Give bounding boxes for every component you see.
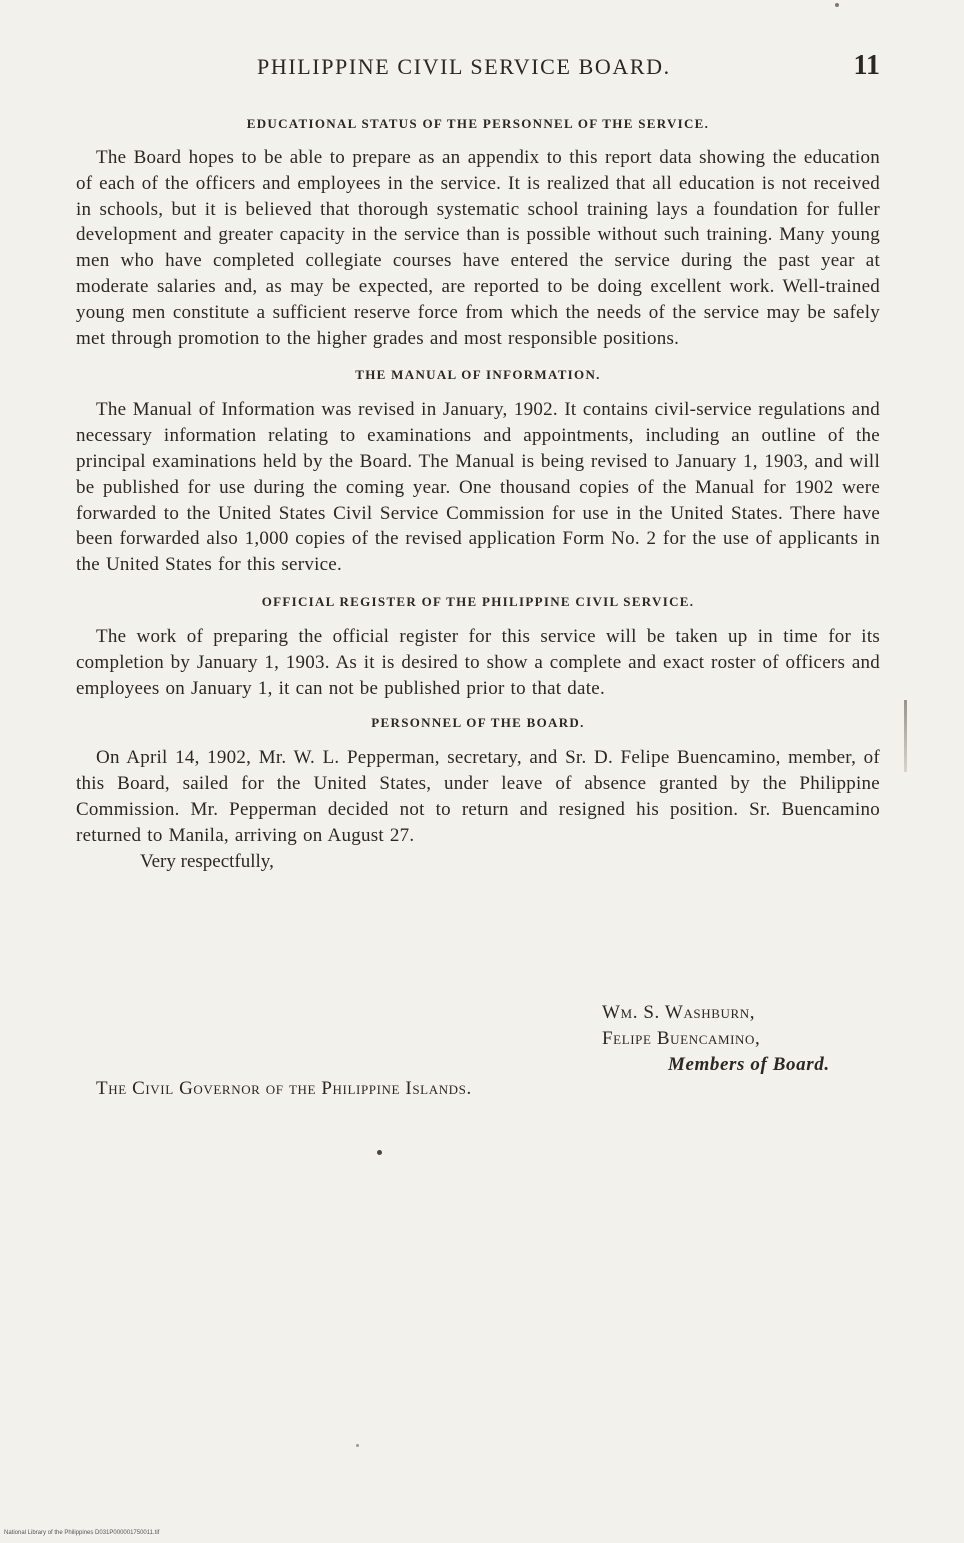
print-speck (377, 1150, 382, 1155)
running-title: PHILIPPINE CIVIL SERVICE BOARD. (257, 54, 671, 79)
report-body (76, 116, 880, 875)
signature-block (602, 1000, 830, 1078)
running-head (0, 50, 964, 86)
print-speck (356, 1444, 359, 1447)
closing-salutation: Very respectfully, (140, 850, 274, 872)
scan-footer-note: National Library of the Philippines D031P000001750011.tif (4, 1530, 160, 1536)
section-paragraph-personnel-of-board: On April 14, 1902, Mr. W. L. Pepperman, secretary, and Sr. D. Felipe Buencamino, member, of this Board, sailed for the United States, under leave of absence granted by the Philippine Commission. Mr. Pepperman decided not to return and resigned his position. Sr. Buencamino returned to Manila, arriving on August 27. (76, 747, 880, 846)
page-edge-shadow (904, 700, 907, 772)
signatory-buencamino: Felipe Buencamino, (602, 1028, 761, 1049)
section-heading-personnel-of-board: PERSONNEL OF THE BOARD. (371, 715, 585, 731)
section-paragraph-educational-status: The Board hopes to be able to prepare as an appendix to this report data showing the education of each of the officers and employees in the service. It is realized that all education is not received in schools, but it is believed that thorough systematic school training lays a foundation for fuller development and greater capacity in the service than is possible without such training. Many young men who have completed collegiate courses have entered the service during the past year at moderate salaries and, as may be expected, are reported to be doing excellent work. Well-trained young men constitute a sufficient reserve force from which the needs of the service may be safely met through promotion to the higher grades and most responsible positions. (76, 147, 880, 349)
addressee: The Civil Governor of the Philippine Islands. (96, 1078, 472, 1099)
section-heading-manual-of-information: THE MANUAL OF INFORMATION. (355, 367, 601, 383)
section-paragraph-manual-of-information: The Manual of Information was revised in January, 1902. It contains civil-service regulations and necessary information relating to examinations and appointments, including an outline of the principal examinations held by the Board. The Manual is being revised to January 1, 1903, and will be published for use during the coming year. One thousand copies of the Manual for 1902 were forwarded to the United States Civil Service Commission for use in the United States. There have been forwarded also 1,000 copies of the revised application Form No. 2 for the use of applicants in the United States for this service. (76, 399, 880, 576)
section-heading-official-register: OFFICIAL REGISTER OF THE PHILIPPINE CIVIL SERVICE. (261, 593, 695, 609)
print-speck (835, 3, 839, 7)
page-number: 11 (853, 50, 880, 81)
section-heading-educational-status: EDUCATIONAL STATUS OF THE PERSONNEL OF THE SERVICE. (246, 116, 710, 131)
signatory-role: Members of Board. (668, 1054, 830, 1075)
section-paragraph-official-register: The work of preparing the official register for this service will be taken up in time for its completion by January 1, 1903. As it is desired to show a complete and exact roster of officers and employees on January 1, it can not be published prior to that date. (76, 625, 880, 699)
signatory-washburn: Wm. S. Washburn, (602, 1002, 756, 1023)
